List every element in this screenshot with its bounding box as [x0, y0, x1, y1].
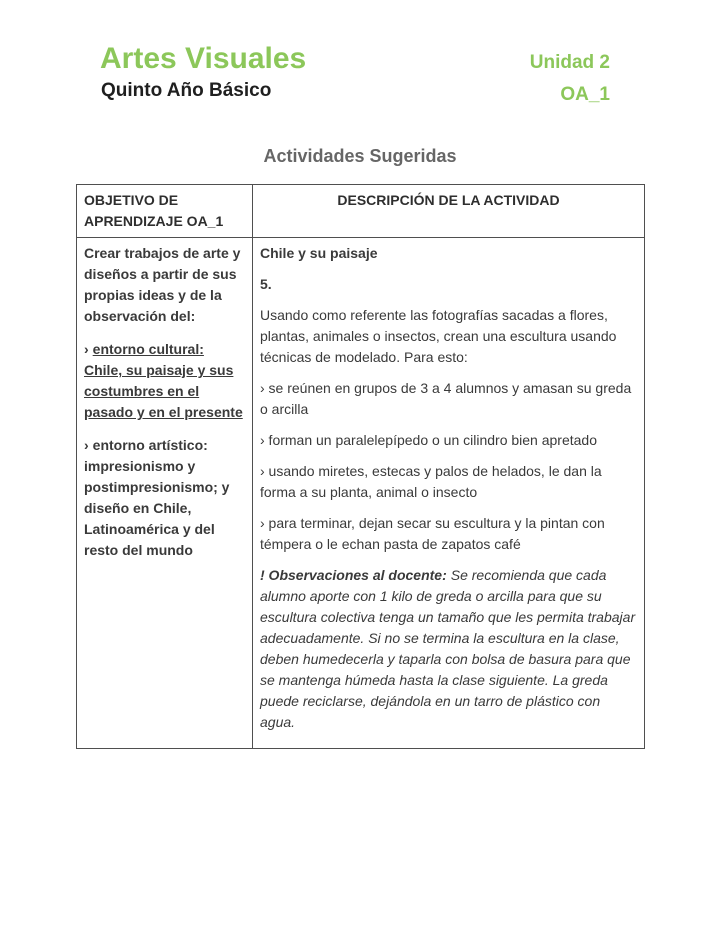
- oa-label: OA_1: [560, 84, 610, 105]
- unit-label: Unidad 2: [529, 52, 610, 73]
- page-title: Artes Visuales: [100, 42, 307, 75]
- table-header-row: [77, 185, 645, 238]
- description-header-cell: DESCRIPCIÓN DE LA ACTIVIDAD: [253, 185, 645, 238]
- bullet-marker: ›: [84, 341, 89, 357]
- objective-bullet-artistic: [84, 435, 245, 561]
- activity-step: › se reúnen en grupos de 3 a 4 alumnos y amasan su greda o arcilla: [260, 380, 632, 417]
- objective-bullet-cultural-text: entorno cultural: Chile, su paisaje y sus costumbres en el pasado y en el presente: [84, 341, 243, 420]
- objective-bullet-cultural: [84, 339, 245, 423]
- objective-header-cell: OBJETIVO DE APRENDIZAJE OA_1: [77, 185, 253, 238]
- bullet-marker: ›: [84, 437, 89, 453]
- teacher-note-text: Se recomienda que cada alumno aporte con 1 kilo de greda o arcilla para que su escultura colectiva tenga un tamaño que les permita trabajar adecuadamente. Si no se termina la escultura en la clase, deben humedecerla y taparla con bolsa de basura para que se mantenga húmeda hasta la clase siguiente. La greda puede reciclarse, dejándola en un tarro de plástico con agua.: [260, 567, 636, 730]
- activities-table: [76, 184, 645, 749]
- teacher-note-label: ! Observaciones al docente:: [260, 567, 447, 583]
- page-subtitle: Quinto Año Básico: [101, 80, 272, 101]
- activity-number: 5.: [260, 276, 272, 292]
- activity-step: › usando miretes, estecas y palos de helados, le dan la forma a su planta, animal o insecto: [260, 463, 602, 500]
- activity-cell: [253, 238, 645, 749]
- objective-intro: Crear trabajos de arte y diseños a partir de sus propias ideas y de la observación del:: [84, 245, 241, 324]
- objective-bullet-artistic-text: entorno artístico: impresionismo y postimpresionismo; y diseño en Chile, Latinoamérica y del resto del mundo: [84, 437, 230, 558]
- table-body-row: [77, 238, 645, 749]
- activity-step: › forman un paralelepípedo o un cilindro bien apretado: [260, 432, 598, 448]
- activity-title: Chile y su paisaje: [260, 245, 378, 261]
- objective-cell: [77, 238, 253, 749]
- activity-intro: Usando como referente las fotografías sacadas a flores, plantas, animales o insectos, crean una escultura usando técnicas de modelado. Para esto:: [260, 307, 617, 365]
- section-title: Actividades Sugeridas: [263, 146, 457, 166]
- teacher-note: [260, 565, 637, 733]
- activity-step: › para terminar, dejan secar su escultura y la pintan con témpera o le echan pasta de zapatos café: [260, 515, 605, 552]
